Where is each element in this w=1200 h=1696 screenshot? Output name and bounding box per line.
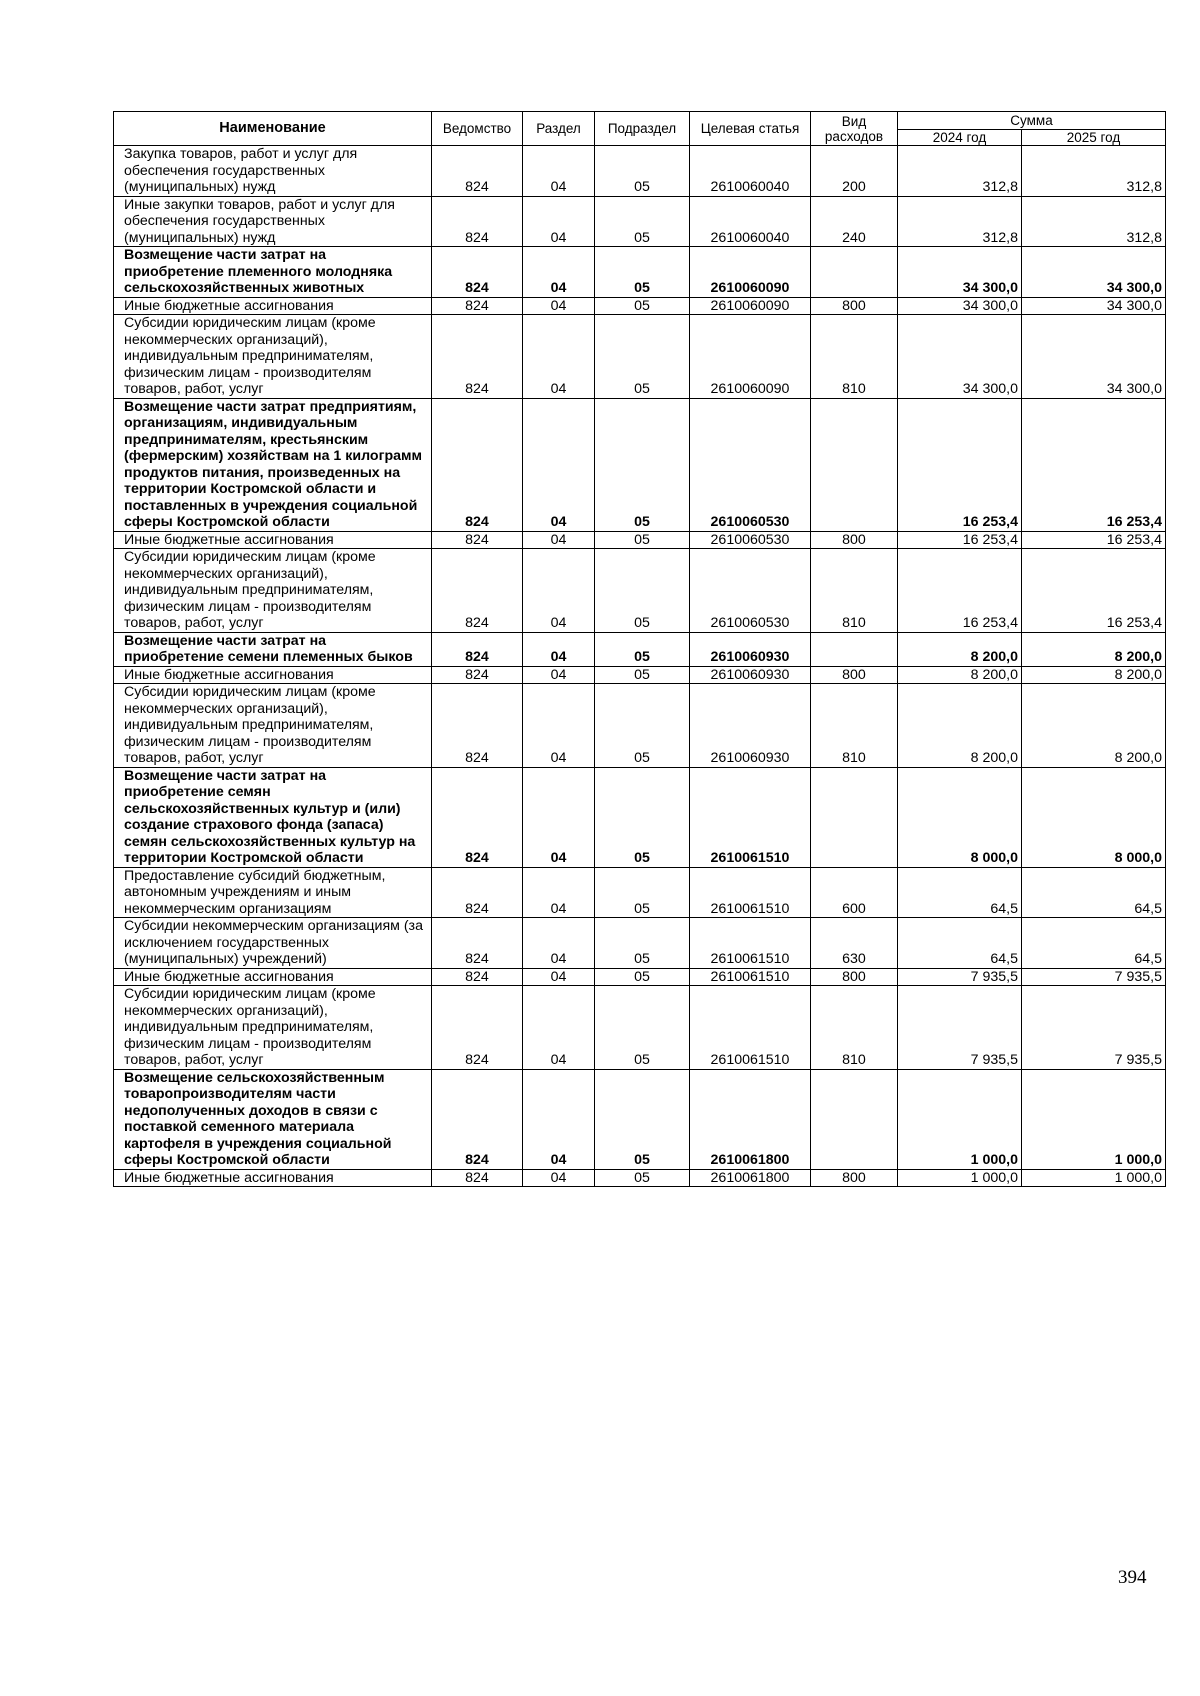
table-row [114, 684, 1166, 768]
cell-podrazdel: 05 [595, 867, 690, 918]
cell-vid-rashodov [811, 1069, 898, 1169]
cell-summa-2025: 7 935,5 [1022, 968, 1166, 986]
cell-razdel: 04 [523, 632, 595, 666]
cell-vedomstvo: 824 [432, 632, 523, 666]
cell-razdel: 04 [523, 986, 595, 1070]
cell-summa-2025: 8 200,0 [1022, 666, 1166, 684]
cell-summa-2025: 34 300,0 [1022, 297, 1166, 315]
table-row [114, 247, 1166, 298]
cell-name: Субсидии юридическим лицам (кроме некоммерческих организаций), индивидуальным предпринимателям, физическим лицам - производителям товаров, работ, услуг [114, 315, 432, 399]
table-row [114, 986, 1166, 1070]
cell-razdel: 04 [523, 666, 595, 684]
cell-name: Иные бюджетные ассигнования [114, 968, 432, 986]
cell-celevaya-statya: 2610061800 [690, 1169, 811, 1187]
table-row [114, 549, 1166, 633]
cell-podrazdel: 05 [595, 549, 690, 633]
header-celevaya-statya: Целевая статья [690, 112, 811, 146]
cell-razdel: 04 [523, 767, 595, 867]
cell-razdel: 04 [523, 297, 595, 315]
table-row [114, 297, 1166, 315]
cell-vedomstvo: 824 [432, 146, 523, 197]
cell-vedomstvo: 824 [432, 1069, 523, 1169]
cell-summa-2024: 1 000,0 [898, 1169, 1022, 1187]
cell-summa-2024: 8 200,0 [898, 666, 1022, 684]
cell-razdel: 04 [523, 918, 595, 969]
cell-podrazdel: 05 [595, 767, 690, 867]
cell-celevaya-statya: 2610060530 [690, 531, 811, 549]
cell-summa-2025: 64,5 [1022, 918, 1166, 969]
cell-vid-rashodov [811, 632, 898, 666]
cell-razdel: 04 [523, 968, 595, 986]
cell-name: Субсидии юридическим лицам (кроме некоммерческих организаций), индивидуальным предпринимателям, физическим лицам - производителям товаров, работ, услуг [114, 684, 432, 768]
cell-summa-2024: 8 200,0 [898, 632, 1022, 666]
cell-razdel: 04 [523, 247, 595, 298]
table-row [114, 968, 1166, 986]
cell-summa-2025: 8 000,0 [1022, 767, 1166, 867]
header-name: Наименование [114, 112, 432, 146]
cell-vedomstvo: 824 [432, 297, 523, 315]
cell-razdel: 04 [523, 531, 595, 549]
cell-celevaya-statya: 2610060530 [690, 549, 811, 633]
cell-razdel: 04 [523, 315, 595, 399]
table-row [114, 666, 1166, 684]
cell-summa-2024: 34 300,0 [898, 315, 1022, 399]
cell-summa-2024: 7 935,5 [898, 968, 1022, 986]
cell-celevaya-statya: 2610060040 [690, 146, 811, 197]
table-row [114, 632, 1166, 666]
cell-vedomstvo: 824 [432, 315, 523, 399]
cell-summa-2025: 7 935,5 [1022, 986, 1166, 1070]
cell-summa-2025: 8 200,0 [1022, 632, 1166, 666]
cell-podrazdel: 05 [595, 1069, 690, 1169]
cell-celevaya-statya: 2610060090 [690, 297, 811, 315]
cell-vid-rashodov: 630 [811, 918, 898, 969]
cell-vid-rashodov: 200 [811, 146, 898, 197]
cell-vid-rashodov: 600 [811, 867, 898, 918]
cell-vedomstvo: 824 [432, 767, 523, 867]
cell-vedomstvo: 824 [432, 684, 523, 768]
cell-vedomstvo: 824 [432, 968, 523, 986]
cell-podrazdel: 05 [595, 1169, 690, 1187]
cell-razdel: 04 [523, 398, 595, 531]
cell-podrazdel: 05 [595, 315, 690, 399]
cell-vedomstvo: 824 [432, 986, 523, 1070]
cell-vid-rashodov: 800 [811, 1169, 898, 1187]
cell-summa-2024: 312,8 [898, 196, 1022, 247]
header-vid-rashodov: Вид расходов [811, 112, 898, 146]
cell-name: Возмещение сельскохозяйственным товаропроизводителям части недополученных доходов в связи с поставкой семенного материала картофеля в учреждения социальной сферы Костромской области [114, 1069, 432, 1169]
cell-celevaya-statya: 2610060530 [690, 398, 811, 531]
cell-name: Возмещение части затрат на приобретение семени племенных быков [114, 632, 432, 666]
cell-podrazdel: 05 [595, 398, 690, 531]
cell-vid-rashodov [811, 767, 898, 867]
cell-name: Субсидии некоммерческим организациям (за исключением государственных (муниципальных) учреждений) [114, 918, 432, 969]
cell-celevaya-statya: 2610060930 [690, 684, 811, 768]
table-row [114, 146, 1166, 197]
header-2025: 2025 год [1022, 130, 1166, 146]
cell-summa-2025: 312,8 [1022, 196, 1166, 247]
cell-podrazdel: 05 [595, 196, 690, 247]
cell-summa-2025: 1 000,0 [1022, 1069, 1166, 1169]
cell-summa-2025: 64,5 [1022, 867, 1166, 918]
table-row [114, 1169, 1166, 1187]
cell-summa-2024: 8 000,0 [898, 767, 1022, 867]
cell-vid-rashodov: 800 [811, 968, 898, 986]
cell-podrazdel: 05 [595, 666, 690, 684]
cell-vedomstvo: 824 [432, 247, 523, 298]
cell-vedomstvo: 824 [432, 398, 523, 531]
cell-vedomstvo: 824 [432, 531, 523, 549]
cell-podrazdel: 05 [595, 531, 690, 549]
cell-vedomstvo: 824 [432, 1169, 523, 1187]
cell-vid-rashodov: 240 [811, 196, 898, 247]
cell-vid-rashodov [811, 398, 898, 531]
cell-name: Иные бюджетные ассигнования [114, 666, 432, 684]
cell-razdel: 04 [523, 1069, 595, 1169]
cell-summa-2024: 312,8 [898, 146, 1022, 197]
header-2024: 2024 год [898, 130, 1022, 146]
cell-vid-rashodov [811, 247, 898, 298]
cell-podrazdel: 05 [595, 684, 690, 768]
cell-name: Возмещение части затрат на приобретение племенного молодняка сельскохозяйственных животных [114, 247, 432, 298]
cell-summa-2024: 16 253,4 [898, 531, 1022, 549]
table-row [114, 531, 1166, 549]
cell-podrazdel: 05 [595, 918, 690, 969]
cell-vid-rashodov: 810 [811, 684, 898, 768]
cell-name: Иные бюджетные ассигнования [114, 1169, 432, 1187]
cell-razdel: 04 [523, 146, 595, 197]
cell-summa-2024: 64,5 [898, 867, 1022, 918]
budget-table [113, 111, 1166, 1187]
cell-celevaya-statya: 2610061510 [690, 918, 811, 969]
table-row [114, 1069, 1166, 1169]
cell-name: Иные бюджетные ассигнования [114, 531, 432, 549]
cell-summa-2025: 16 253,4 [1022, 398, 1166, 531]
header-summa: Сумма [898, 112, 1166, 130]
cell-summa-2025: 16 253,4 [1022, 531, 1166, 549]
cell-name: Субсидии юридическим лицам (кроме некоммерческих организаций), индивидуальным предпринимателям, физическим лицам - производителям товаров, работ, услуг [114, 549, 432, 633]
cell-summa-2025: 34 300,0 [1022, 315, 1166, 399]
cell-vid-rashodov: 800 [811, 297, 898, 315]
table-row [114, 867, 1166, 918]
cell-vid-rashodov: 810 [811, 986, 898, 1070]
header-podrazdel: Подраздел [595, 112, 690, 146]
table-row [114, 196, 1166, 247]
cell-name: Иные закупки товаров, работ и услуг для обеспечения государственных (муниципальных) нужд [114, 196, 432, 247]
cell-vedomstvo: 824 [432, 666, 523, 684]
cell-summa-2025: 34 300,0 [1022, 247, 1166, 298]
cell-vid-rashodov: 800 [811, 531, 898, 549]
cell-vedomstvo: 824 [432, 867, 523, 918]
cell-celevaya-statya: 2610061510 [690, 867, 811, 918]
cell-name: Субсидии юридическим лицам (кроме некоммерческих организаций), индивидуальным предпринимателям, физическим лицам - производителям товаров, работ, услуг [114, 986, 432, 1070]
cell-vedomstvo: 824 [432, 918, 523, 969]
cell-podrazdel: 05 [595, 632, 690, 666]
cell-summa-2024: 34 300,0 [898, 247, 1022, 298]
cell-vid-rashodov: 810 [811, 315, 898, 399]
cell-podrazdel: 05 [595, 146, 690, 197]
cell-celevaya-statya: 2610060090 [690, 315, 811, 399]
cell-summa-2024: 8 200,0 [898, 684, 1022, 768]
cell-summa-2024: 1 000,0 [898, 1069, 1022, 1169]
cell-razdel: 04 [523, 549, 595, 633]
cell-podrazdel: 05 [595, 297, 690, 315]
table-header-row [114, 112, 1166, 130]
cell-summa-2025: 16 253,4 [1022, 549, 1166, 633]
cell-podrazdel: 05 [595, 247, 690, 298]
header-vedomstvo: Ведомство [432, 112, 523, 146]
cell-podrazdel: 05 [595, 986, 690, 1070]
cell-celevaya-statya: 2610060930 [690, 666, 811, 684]
table-row [114, 315, 1166, 399]
table-row [114, 398, 1166, 531]
cell-summa-2025: 1 000,0 [1022, 1169, 1166, 1187]
cell-vid-rashodov: 810 [811, 549, 898, 633]
cell-summa-2025: 8 200,0 [1022, 684, 1166, 768]
cell-name: Закупка товаров, работ и услуг для обеспечения государственных (муниципальных) нужд [114, 146, 432, 197]
cell-celevaya-statya: 2610061510 [690, 767, 811, 867]
cell-summa-2024: 16 253,4 [898, 549, 1022, 633]
cell-summa-2024: 64,5 [898, 918, 1022, 969]
cell-razdel: 04 [523, 867, 595, 918]
table-row [114, 767, 1166, 867]
cell-name: Предоставление субсидий бюджетным, автономным учреждениям и иным некоммерческим организациям [114, 867, 432, 918]
cell-celevaya-statya: 2610060930 [690, 632, 811, 666]
cell-name: Иные бюджетные ассигнования [114, 297, 432, 315]
cell-name: Возмещение части затрат предприятиям, организациям, индивидуальным предпринимателям, крестьянским (фермерским) хозяйствам на 1 килограмм продуктов питания, произведенных на территории Костромской области и поставленных в учреждения социальной сферы Костромской области [114, 398, 432, 531]
cell-vedomstvo: 824 [432, 196, 523, 247]
cell-summa-2024: 34 300,0 [898, 297, 1022, 315]
cell-vedomstvo: 824 [432, 549, 523, 633]
cell-celevaya-statya: 2610061800 [690, 1069, 811, 1169]
cell-celevaya-statya: 2610060090 [690, 247, 811, 298]
cell-razdel: 04 [523, 196, 595, 247]
cell-razdel: 04 [523, 1169, 595, 1187]
page-number: 394 [1118, 1567, 1147, 1588]
cell-celevaya-statya: 2610060040 [690, 196, 811, 247]
cell-podrazdel: 05 [595, 968, 690, 986]
table-row [114, 918, 1166, 969]
cell-celevaya-statya: 2610061510 [690, 986, 811, 1070]
table-body [114, 146, 1166, 1187]
cell-name: Возмещение части затрат на приобретение семян сельскохозяйственных культур и (или) создание страхового фонда (запаса) семян сельскохозяйственных культур на территории Костромской области [114, 767, 432, 867]
cell-razdel: 04 [523, 684, 595, 768]
cell-summa-2024: 7 935,5 [898, 986, 1022, 1070]
cell-summa-2025: 312,8 [1022, 146, 1166, 197]
cell-vid-rashodov: 800 [811, 666, 898, 684]
cell-celevaya-statya: 2610061510 [690, 968, 811, 986]
cell-summa-2024: 16 253,4 [898, 398, 1022, 531]
header-razdel: Раздел [523, 112, 595, 146]
